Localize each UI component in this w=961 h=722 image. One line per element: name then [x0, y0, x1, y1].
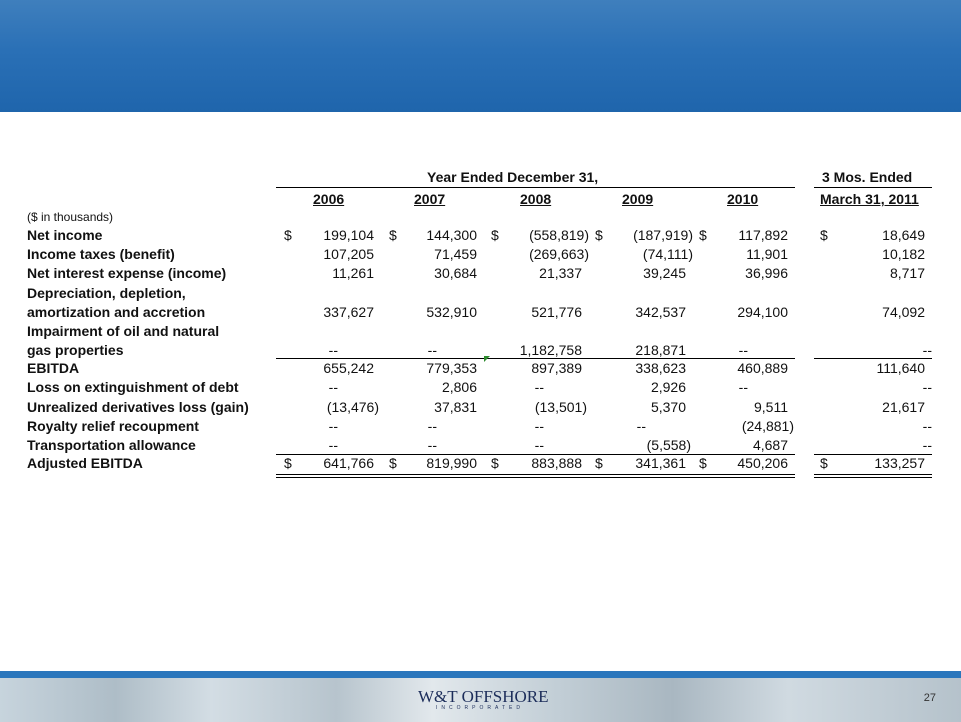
footer-stripe — [0, 671, 961, 678]
cell-value: 338,623 — [635, 360, 686, 376]
cell-value: 532,910 — [426, 304, 477, 320]
cell-value: 21,337 — [539, 265, 582, 281]
page-number: 27 — [923, 692, 936, 704]
cell-value: -- — [534, 437, 544, 453]
header-right-rule — [814, 187, 932, 188]
cell-value: 4,687 — [752, 437, 788, 453]
dollar-sign: $ — [284, 227, 292, 243]
cell-value: -- — [328, 418, 338, 434]
cell-value: 144,300 — [426, 227, 477, 243]
header-group-rule — [276, 187, 795, 188]
header-banner — [0, 0, 961, 112]
cell-value: -- — [922, 418, 932, 434]
cell-value: 460,889 — [737, 360, 788, 376]
cell-value: 218,871 — [635, 342, 686, 358]
row-label-net-income: Net income — [27, 227, 103, 243]
logo-wordmark: W&T OFFSHORE — [418, 687, 549, 706]
cell-value: 521,776 — [531, 304, 582, 320]
total-double-rule-right — [814, 474, 932, 478]
row-label-royalty-relief: Royalty relief recoupment — [27, 418, 199, 434]
cell-value: -- — [738, 379, 748, 395]
row-label-depreciation-line2: amortization and accretion — [27, 304, 206, 320]
cell-value: -- — [922, 437, 932, 453]
year-2010: 2010 — [727, 191, 759, 207]
cell-value: 5,370 — [650, 399, 686, 415]
dollar-sign: $ — [389, 455, 397, 471]
cell-value: 2,806 — [441, 379, 477, 395]
cell-value: 107,205 — [323, 246, 374, 262]
row-label-net-interest: Net interest expense (income) — [27, 265, 227, 281]
row-label-transportation: Transportation allowance — [27, 437, 196, 453]
cell-value: 342,537 — [635, 304, 686, 320]
cell-value: (13,501) — [534, 399, 587, 415]
cell-value: 655,242 — [323, 360, 374, 376]
cell-value: 2,926 — [650, 379, 686, 395]
cell-value: (74,111) — [642, 246, 693, 262]
row-label-impairment-line1: Impairment of oil and natural — [27, 323, 220, 339]
cell-value: (13,476) — [326, 399, 379, 415]
cell-value: 819,990 — [426, 455, 477, 471]
cell-value: -- — [427, 342, 437, 358]
cell-value: 341,361 — [635, 455, 686, 471]
units-note: ($ in thousands) — [27, 210, 114, 224]
cell-value: 11,261 — [332, 265, 374, 281]
dollar-sign: $ — [284, 455, 292, 471]
cell-value: 11,901 — [746, 246, 788, 262]
company-logo — [418, 687, 549, 712]
dollar-sign: $ — [491, 455, 499, 471]
cell-value: (5,558) — [646, 437, 691, 453]
cell-value: -- — [328, 437, 338, 453]
cell-value: 21,617 — [882, 399, 925, 415]
row-label-income-taxes: Income taxes (benefit) — [27, 246, 175, 262]
cell-value: 294,100 — [737, 304, 788, 320]
cell-value: -- — [534, 418, 544, 434]
year-2009: 2009 — [622, 191, 654, 207]
cell-value: 641,766 — [323, 455, 374, 471]
cell-value: -- — [427, 437, 437, 453]
cell-value: 199,104 — [323, 227, 374, 243]
cell-value: (24,881) — [741, 418, 794, 434]
cell-value: 30,684 — [434, 265, 477, 281]
cell-value: -- — [328, 379, 338, 395]
row-label-ebitda: EBITDA — [27, 360, 80, 376]
cell-value: -- — [738, 342, 748, 358]
dollar-sign: $ — [820, 455, 828, 471]
cell-comment-marker — [484, 356, 490, 362]
cell-value: -- — [534, 379, 544, 395]
cell-value: 779,353 — [426, 360, 477, 376]
header-right-label: 3 Mos. Ended — [822, 169, 913, 185]
cell-value: 1,182,758 — [519, 342, 582, 358]
row-label-unrealized-derivatives: Unrealized derivatives loss (gain) — [27, 399, 249, 415]
cell-value: 37,831 — [434, 399, 477, 415]
cell-value: 111,640 — [876, 360, 925, 376]
dollar-sign: $ — [491, 227, 499, 243]
dollar-sign: $ — [389, 227, 397, 243]
dollar-sign: $ — [595, 227, 603, 243]
cell-value: 337,627 — [323, 304, 374, 320]
row-label-loss-extinguishment: Loss on extinguishment of debt — [27, 379, 239, 395]
period-march-2011: March 31, 2011 — [820, 191, 919, 207]
cell-value: 18,649 — [882, 227, 925, 243]
cell-value: 36,996 — [745, 265, 788, 281]
dollar-sign: $ — [595, 455, 603, 471]
row-label-adjusted-ebitda: Adjusted EBITDA — [27, 455, 143, 471]
cell-value: (187,919) — [633, 227, 693, 243]
cell-value: 8,717 — [889, 265, 925, 281]
year-2006: 2006 — [313, 191, 345, 207]
cell-value: 74,092 — [882, 304, 925, 320]
total-double-rule — [276, 474, 795, 478]
row-label-impairment-line2: gas properties — [27, 342, 124, 358]
year-2007: 2007 — [414, 191, 446, 207]
dollar-sign: $ — [699, 455, 707, 471]
cell-value: (269,663) — [529, 246, 589, 262]
cell-value: 133,257 — [874, 455, 925, 471]
row-label-depreciation-line1: Depreciation, depletion, — [27, 285, 186, 301]
dollar-sign: $ — [820, 227, 828, 243]
cell-value: 450,206 — [737, 455, 788, 471]
dollar-sign: $ — [699, 227, 707, 243]
header-group-label: Year Ended December 31, — [427, 169, 599, 185]
cell-value: -- — [636, 418, 646, 434]
logo-subtitle: INCORPORATED — [436, 705, 524, 711]
year-2008: 2008 — [520, 191, 552, 207]
cell-value: 897,389 — [531, 360, 582, 376]
cell-value: -- — [427, 418, 437, 434]
cell-value: 10,182 — [882, 246, 925, 262]
cell-value: (558,819) — [529, 227, 589, 243]
cell-value: 39,245 — [643, 265, 686, 281]
cell-value: -- — [328, 342, 338, 358]
cell-value: -- — [922, 379, 932, 395]
cell-value: 9,511 — [754, 399, 788, 415]
cell-value: 117,892 — [738, 227, 788, 243]
cell-value: -- — [922, 342, 932, 358]
cell-value: 883,888 — [531, 455, 582, 471]
cell-value: 71,459 — [434, 246, 477, 262]
